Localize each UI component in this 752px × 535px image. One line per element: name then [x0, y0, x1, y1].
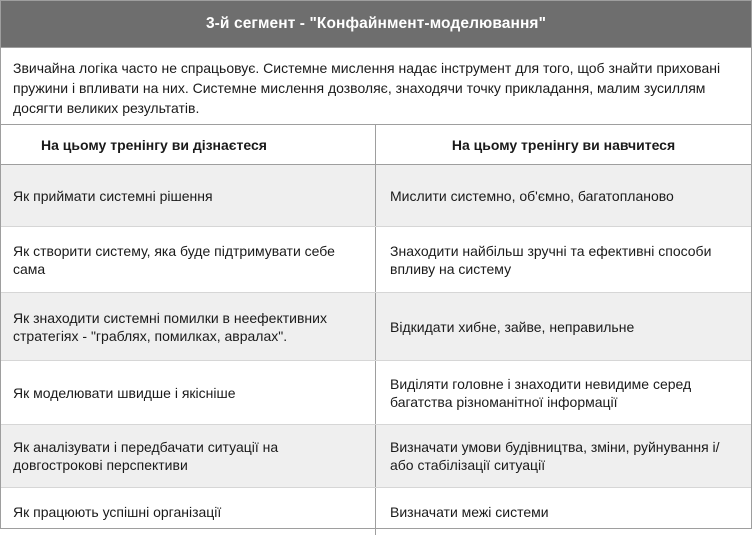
skills-cell: Знаходити найбільш зручні та ефективні способи впливу на систему — [390, 242, 712, 277]
column-header-learn: На цьому тренінгу ви дізнаєтеся — [1, 125, 376, 164]
skills-cell: Відкидати хибне, зайве, неправильне — [390, 318, 635, 335]
intro-text: Звичайна логіка часто не спрацьовує. Системне мислення надає інструмент для того, щоб знайти приховані пружини і впливати на них. Системне мислення дозволяє, знаходячи точку прикладання, малим зусиллям досягти великих результатів. — [1, 48, 751, 125]
skills-cell: Визначати умови будівництва, зміни, руйнування і/або стабілізації ситуації — [390, 439, 720, 473]
table-row — [1, 488, 751, 535]
learn-cell: Як приймати системні рішення — [1, 165, 376, 226]
learn-cell: Як знаходити системні помилки в неефективних стратегіях - "граблях, помилках, авралах". — [1, 293, 376, 360]
column-header-skills: На цьому тренінгу ви навчитеся — [451, 136, 676, 153]
learn-cell: Як створити систему, яка буде підтримувати себе сама — [1, 227, 376, 292]
table-title: 3-й сегмент - "Конфайнмент-моделювання" — [1, 1, 751, 48]
table-row — [1, 165, 751, 227]
table-row — [1, 227, 751, 293]
table-row — [1, 293, 751, 361]
column-header-row — [1, 125, 751, 165]
skills-cell: Виділяти головне і знаходити невидиме серед багатства різноманітної інформації — [390, 375, 692, 410]
table-row — [1, 425, 751, 488]
learn-cell: Як аналізувати і передбачати ситуації на довгострокові перспективи — [1, 425, 376, 487]
skills-cell: Мислити системно, об'ємно, багатопланово — [390, 187, 674, 204]
learn-cell: Як працюють успішні організації — [1, 488, 376, 535]
skills-cell: Визначати межі системи — [390, 503, 549, 520]
learn-cell: Як моделювати швидше і якісніше — [1, 361, 376, 424]
table-row — [1, 361, 751, 425]
